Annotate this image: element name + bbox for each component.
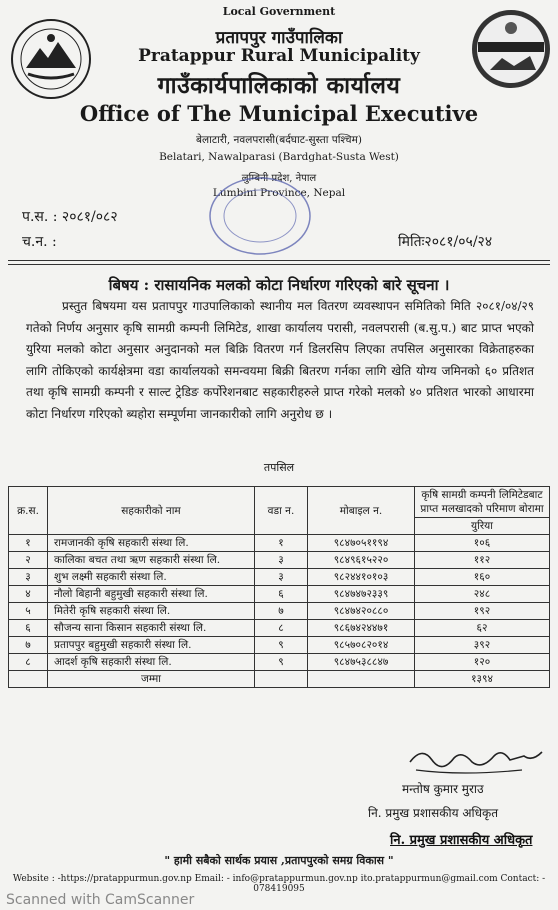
col-quota: कृषि सामग्री कम्पनी लिमिटेडबाट प्राप्त मलखादको परिमाण बोरामा bbox=[415, 487, 550, 518]
signatory-name: मन्तोष कुमार मुराउ bbox=[402, 782, 484, 796]
row-mobile: ९८६७४२४४७१ bbox=[308, 620, 415, 637]
municipality-name-nepali: प्रतापपुर गाउँपालिका bbox=[215, 28, 343, 48]
office-name-nepali: गाउँकार्यपालिकाको कार्यालय bbox=[157, 72, 401, 99]
table-row bbox=[9, 535, 550, 552]
total-value: १३९४ bbox=[415, 671, 550, 688]
row-sn: ५ bbox=[9, 603, 48, 620]
row-urea: ३९२ bbox=[415, 637, 550, 654]
table-row bbox=[9, 654, 550, 671]
reference-number: प.स. : २०८१/०८२ bbox=[22, 209, 118, 225]
province-english: Lumbini Province, Nepal bbox=[212, 187, 346, 199]
row-ward: ६ bbox=[255, 586, 308, 603]
row-urea: ११२ bbox=[415, 552, 550, 569]
office-stamp bbox=[208, 174, 313, 258]
row-mobile: ९८४७०५११९४ bbox=[308, 535, 415, 552]
row-urea: १९२ bbox=[415, 603, 550, 620]
address-english: Belatari, Nawalparasi (Bardghat-Susta West) bbox=[159, 151, 399, 163]
row-urea: ६२ bbox=[415, 620, 550, 637]
table-row bbox=[9, 603, 550, 620]
row-sn: ८ bbox=[9, 654, 48, 671]
row-urea: १२० bbox=[415, 654, 550, 671]
office-name-english: Office of The Municipal Executive bbox=[79, 101, 479, 126]
total-row bbox=[9, 671, 550, 688]
row-ward: ९ bbox=[255, 637, 308, 654]
row-mobile: ९८४७४७२३३९ bbox=[308, 586, 415, 603]
header-divider bbox=[8, 260, 550, 261]
row-mobile: ९८५७०८२०१४ bbox=[308, 637, 415, 654]
row-name: रामजानकी कृषि सहकारी संस्था लि. bbox=[48, 535, 255, 552]
schedule-heading: तपसिल bbox=[263, 461, 295, 474]
province-nepali: लुम्बिनी प्रदेश, नेपाल bbox=[241, 173, 317, 184]
row-sn: ७ bbox=[9, 637, 48, 654]
designation-seal: नि. प्रमुख प्रशासकीय अधिकृत bbox=[390, 833, 533, 848]
row-sn: ४ bbox=[9, 586, 48, 603]
issue-date: मितिः२०८१/०५/२४ bbox=[398, 234, 493, 250]
row-ward: ३ bbox=[255, 569, 308, 586]
col-urea: युरिया bbox=[415, 518, 550, 535]
row-name: नौलो बिहानी बहुमुखी सहकारी संस्था लि. bbox=[48, 586, 255, 603]
quota-table bbox=[8, 486, 550, 688]
row-mobile: ९८४९६१५२२० bbox=[308, 552, 415, 569]
row-mobile: ९८४७५३८८४७ bbox=[308, 654, 415, 671]
signature bbox=[402, 740, 552, 780]
row-name: मितेरी कृषि सहकारी संस्था लि. bbox=[48, 603, 255, 620]
row-ward: ३ bbox=[255, 552, 308, 569]
address-nepali: बेलाटारी, नवलपरासी(बर्दघाट-सुस्ता पश्चिम) bbox=[196, 134, 362, 146]
col-sn: क्र.स. bbox=[9, 487, 48, 535]
row-ward: ९ bbox=[255, 654, 308, 671]
col-mobile: मोबाइल न. bbox=[308, 487, 415, 535]
row-name: कालिका बचत तथा ऋण सहकारी संस्था लि. bbox=[48, 552, 255, 569]
row-ward: १ bbox=[255, 535, 308, 552]
dispatch-number: च.न. : bbox=[22, 234, 57, 250]
row-name: शुभ लक्ष्मी सहकारी संस्था लि. bbox=[48, 569, 255, 586]
row-mobile: ९८२४४१०१०३ bbox=[308, 569, 415, 586]
row-ward: ८ bbox=[255, 620, 308, 637]
col-name: सहकारीको नाम bbox=[48, 487, 255, 535]
total-label: जम्मा bbox=[48, 671, 255, 688]
signatory-title: नि. प्रमुख प्रशासकीय अधिकृत bbox=[368, 806, 499, 820]
local-government-label: Local Government bbox=[222, 5, 336, 18]
header-divider-2 bbox=[8, 264, 550, 265]
notice-body: प्रस्तुत बिषयमा यस प्रतापपुर गाउपालिकाको स्थानीय मल वितरण व्यवस्थापन समितिको मिति २०८१/०४/२९ गतेको निर्णय अनुसार कृषि सामग्री कम्पनी लिमिटेड, शाखा कार्यालय परासी, नवलपरासी (ब.सु.प.) बाट प्राप्त भएको युरिया मलको कोटा अनुसार अनुदानको मल बिक्रि वितरण गर्न डिलरसिप लिएका तपसिल अनुसारका विक्रेताहरुका लागि तोकिएको कार्यक्षेत्रमा वडा कार्यालयको समन्वयमा बिक्री बितरण गर्नका लागि खेति योग्य जमिनको ६० प्रतिशत तथा कृषि सामग्री कम्पनी र साल्ट ट्रेडिङ कर्पोरेशनबाट सहकारीहरुले प्राप्त गरेको मलको ४० प्रतिशत भारको आधारमा कोटा निर्धारण गरिएको ब्यहोरा सम्पूर्णमा जानकारीको लागि अनुरोध छ । bbox=[26, 299, 534, 421]
table-row bbox=[9, 586, 550, 603]
row-name: सौजन्य साना किसान सहकारी संस्था लि. bbox=[48, 620, 255, 637]
scanner-watermark: Scanned with CamScanner bbox=[6, 892, 195, 908]
col-ward: वडा न. bbox=[255, 487, 308, 535]
row-name: प्रतापपुर बहुमुखी सहकारी संस्था लि. bbox=[48, 637, 255, 654]
contact-footer: Website : -https://pratappurmun.gov.np Email: - info@pratappurmun.gov.np ito.pratappurmun@gmail.com Contact: - 078419095 bbox=[12, 874, 546, 894]
row-sn: १ bbox=[9, 535, 48, 552]
row-ward: ७ bbox=[255, 603, 308, 620]
table-row bbox=[9, 637, 550, 654]
table-row bbox=[9, 620, 550, 637]
row-name: आदर्श कृषि सहकारी संस्था लि. bbox=[48, 654, 255, 671]
row-mobile: ९८४७४२०८८० bbox=[308, 603, 415, 620]
row-urea: २४८ bbox=[415, 586, 550, 603]
slogan: " हामी सबैको सार्थक प्रयास ,प्रतापपुरको समग्र विकास " bbox=[164, 854, 394, 867]
row-urea: १६० bbox=[415, 569, 550, 586]
municipality-name-english: Pratappur Rural Municipality bbox=[138, 46, 420, 66]
table-row bbox=[9, 552, 550, 569]
row-sn: ३ bbox=[9, 569, 48, 586]
row-urea: १०६ bbox=[415, 535, 550, 552]
row-sn: ६ bbox=[9, 620, 48, 637]
notice-subject: बिषय : रासायनिक मलको कोटा निर्धारण गरिएको बारे सूचना । bbox=[108, 276, 450, 294]
row-sn: २ bbox=[9, 552, 48, 569]
table-row bbox=[9, 569, 550, 586]
